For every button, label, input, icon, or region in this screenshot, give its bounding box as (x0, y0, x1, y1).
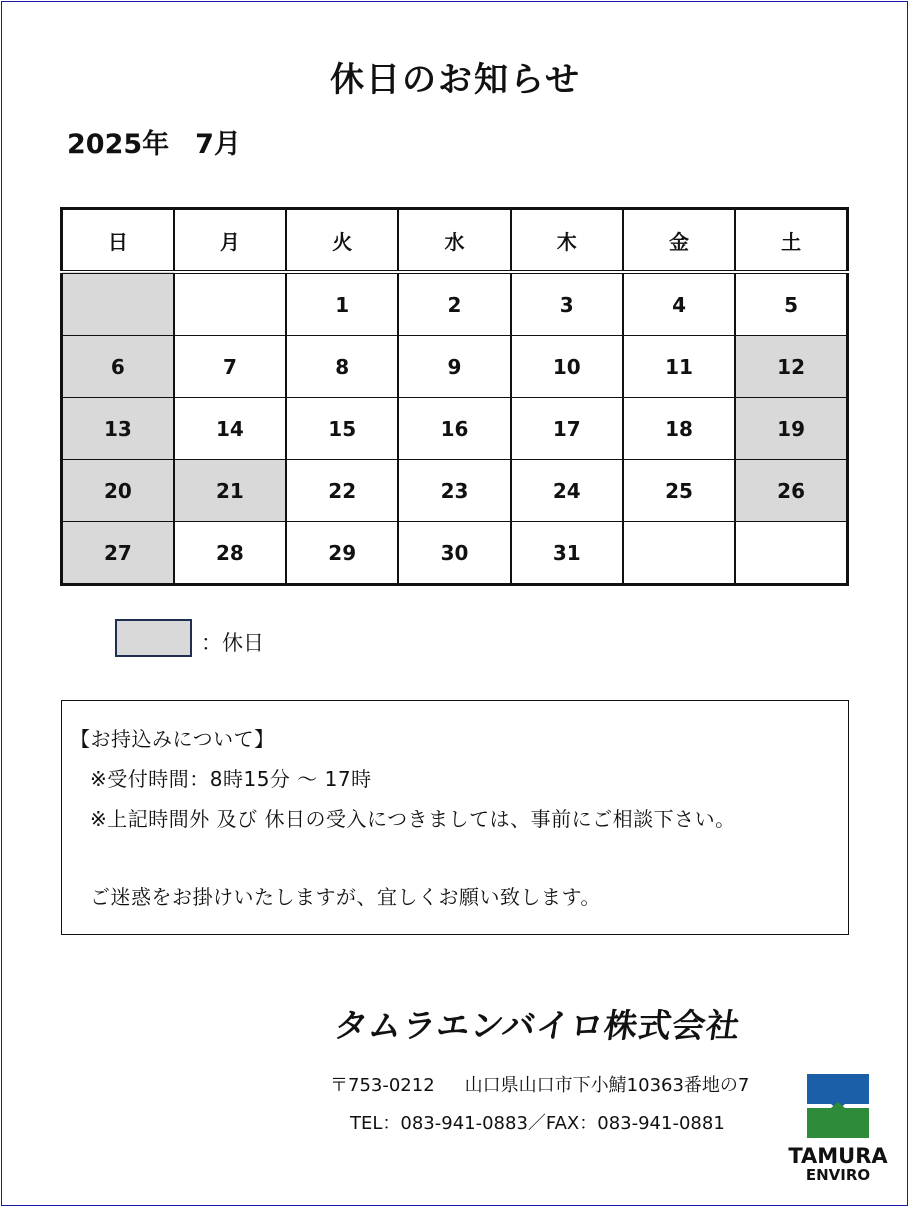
page-title: 休日のお知らせ (330, 60, 581, 100)
calendar-day-holiday: 13 (62, 398, 174, 460)
calendar-body (62, 272, 848, 585)
calendar-day: 7 (174, 336, 286, 398)
calendar-day-holiday: 27 (62, 522, 174, 585)
calendar-day: 11 (623, 336, 735, 398)
calendar-day: 9 (398, 336, 510, 398)
calendar-day (174, 272, 286, 336)
calendar-day: 24 (511, 460, 623, 522)
calendar-day: 3 (511, 272, 623, 336)
calendar-day: 14 (174, 398, 286, 460)
holiday-swatch (115, 619, 192, 657)
postal-code: 〒753-0212 (330, 1075, 435, 1096)
logo-text-enviro: ENVIRO (805, 1166, 871, 1184)
calendar-day: 31 (511, 522, 623, 585)
calendar-day: 29 (286, 522, 398, 585)
month-label: 7月 (195, 129, 241, 160)
calendar-table (60, 207, 849, 586)
tamura-mark-icon (807, 1074, 869, 1138)
logo-text-tamura: TAMURA (788, 1144, 888, 1168)
info-heading: 【お持込みについて】 (70, 727, 275, 751)
calendar-day-holiday: 20 (62, 460, 174, 522)
calendar-week-row (62, 522, 848, 585)
info-closing: ご迷惑をお掛けいたしますが、宜しくお願い致します。 (90, 885, 601, 909)
calendar-day: 22 (286, 460, 398, 522)
weekday-fri: 金 (623, 209, 735, 273)
calendar-day: 18 (623, 398, 735, 460)
calendar-day: 23 (398, 460, 510, 522)
weekday-tue: 火 (286, 209, 398, 273)
calendar-week-row (62, 398, 848, 460)
calendar-day-holiday (62, 272, 174, 336)
calendar-day: 1 (286, 272, 398, 336)
calendar-day: 2 (398, 272, 510, 336)
calendar-day: 30 (398, 522, 510, 585)
year-label: 2025年 (67, 129, 170, 160)
month-heading (67, 122, 241, 161)
calendar-day-holiday: 12 (735, 336, 847, 398)
weekday-header-row (62, 209, 848, 273)
weekday-thu: 木 (511, 209, 623, 273)
calendar-day: 16 (398, 398, 510, 460)
address-line (330, 1071, 749, 1097)
weekday-mon: 月 (174, 209, 286, 273)
calendar-day (623, 522, 735, 585)
info-box (61, 700, 849, 935)
calendar-week-row (62, 272, 848, 336)
weekday-sun: 日 (62, 209, 174, 273)
info-note: ※上記時間外 及び 休日の受入につきましては、事前にご相談下さい。 (90, 807, 736, 831)
calendar-day: 5 (735, 272, 847, 336)
calendar-day-holiday: 19 (735, 398, 847, 460)
calendar-week-row (62, 336, 848, 398)
calendar-week-row (62, 460, 848, 522)
calendar-day: 17 (511, 398, 623, 460)
calendar-day-holiday: 26 (735, 460, 847, 522)
calendar-day-holiday: 21 (174, 460, 286, 522)
contact-line: TEL：083-941-0883／FAX：083-941-0881 (350, 1113, 725, 1134)
calendar-day: 25 (623, 460, 735, 522)
legend-label: ：休日 (201, 631, 264, 655)
calendar-day: 4 (623, 272, 735, 336)
company-logo (785, 1074, 891, 1184)
calendar-day-holiday: 6 (62, 336, 174, 398)
calendar-day: 8 (286, 336, 398, 398)
company-name: タムラエンバイロ株式会社 (331, 1006, 744, 1045)
calendar-day: 28 (174, 522, 286, 585)
calendar-day: 10 (511, 336, 623, 398)
weekday-wed: 水 (398, 209, 510, 273)
street-address: 山口県山口市下小鯖10363番地の7 (464, 1075, 750, 1096)
calendar-day (735, 522, 847, 585)
info-hours: ※受付時間：8時15分 〜 17時 (90, 767, 372, 791)
calendar-day: 15 (286, 398, 398, 460)
weekday-sat: 土 (735, 209, 847, 273)
